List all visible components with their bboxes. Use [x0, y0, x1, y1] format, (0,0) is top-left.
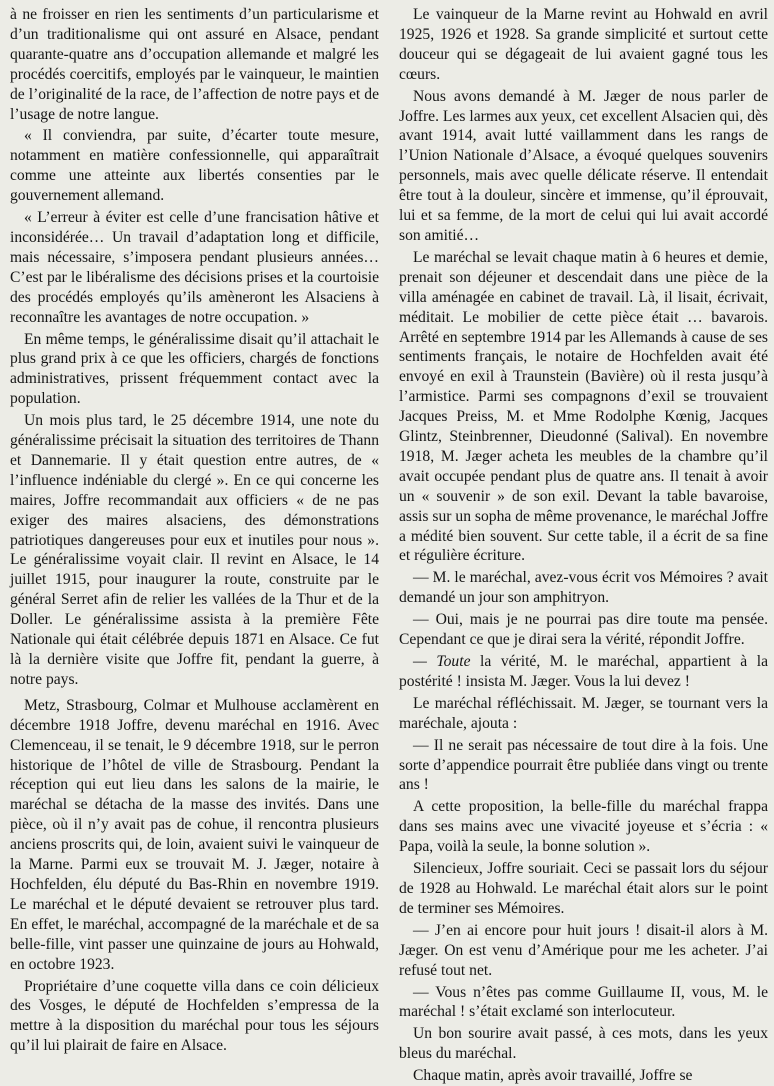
paragraph-text: la vérité, M. le maréchal, appartient à la postérité ! insista M. Jæger. Vous la lui devez ! [399, 653, 769, 690]
paragraph: Un bon sourire avait passé, à ces mots, dans les yeux bleus du maréchal. [399, 1025, 768, 1063]
paragraph: Un mois plus tard, le 25 décembre 1914, une note du généralissime précisait la situation des territoires de Thann et Dannemarie. Il y était question entre autres, de « l’influence indéniable du clergé ». En ce qui concerne les maires, Joffre recommandait aux officiers « de ne pas exiger des maires alsaciens, des démonstrations patriotiques dangereuses pour eux et inutiles pour nous ». Le généralissime voyait clair. Il revint en Alsace, le 14 juillet 1915, pour inaugurer la route, construite par le général Serret afin de relier les vallées de la Thur et de la Doller. Le généralissime assista à la première Fête Nationale qui était célébrée depuis 1871 en Alsace. Ce fut là la dernière visite que Joffre fit, pendant la guerre, à notre pays. [10, 412, 379, 688]
right-column [399, 5, 769, 1085]
paragraph: « L’erreur à éviter est celle d’une francisation hâtive et inconsidérée… Un travail d’adaptation long et difficile, mais nécessaire, s’imposera pendant plusieurs années… C’est par le libéralisme des décisions prises et la courtoisie des procédés employés qu’ils amèneront les Alsaciens à reconnaître les avantages de notre occupation. » [10, 209, 379, 326]
paragraph [399, 652, 768, 692]
paragraph: Nous avons demandé à M. Jæger de nous parler de Joffre. Les larmes aux yeux, cet excellent Alsacien qui, dès avant 1914, avait lutté vaillamment dans les rangs de l’Union Nationale d’Alsace, a évoqué quelques souvenirs personnels, mais avec quelle délicate réserve. Il entendait être tout à la douleur, sincère et immense, qu’il éprouvait, lui et sa femme, de la mort de celui qui lui avait accordé son amitié… [399, 87, 768, 244]
paragraph: Le vainqueur de la Marne revint au Hohwald en avril 1925, 1926 et 1928. Sa grande simplicité et surtout cette douceur qui se dégageait de lui avaient gagné tous les cœurs. [399, 6, 768, 83]
paragraph: Le maréchal réfléchissait. M. Jæger, se tournant vers la maréchale, ajouta : [399, 694, 768, 732]
paragraph: En même temps, le généralissime disait qu’il attachait le plus grand prix à ce que les officiers, chargés de fonctions administratives, prissent fréquemment contact avec la population. [10, 330, 379, 408]
italic-lead: — Toute [413, 653, 471, 670]
left-column [10, 5, 379, 1055]
paragraph: — Il ne serait pas nécessaire de tout dire à la fois. Une sorte d’appendice pourrait être publiée dans vingt ou trente ans ! [399, 736, 768, 794]
paragraph: « Il conviendra, par suite, d’écarter toute mesure, notamment en matière confessionnelle, qui apparaîtrait comme une atteinte aux libertés consenties par le gouvernement allemand. [10, 127, 379, 205]
paragraph: — J’en ai encore pour huit jours ! disait-il alors à M. Jæger. On est venu d’Amérique pour me les acheter. J’ai refusé tout net. [399, 921, 768, 979]
paragraph: Metz, Strasbourg, Colmar et Mulhouse acclamèrent en décembre 1918 Joffre, devenu maréchal en 1916. Avec Clemenceau, il se tenait, le 9 décembre 1918, sur le perron historique de l’hôtel de ville de Strasbourg. Pendant la réception qui eut lieu dans les salons de la mairie, le maréchal se détacha de la masse des invités. Dans une pièce, où il n’y avait pas de cohue, il rencontra plusieurs anciens proscrits qui, de loin, avaient suivi le vainqueur de la Marne. Parmi eux se trouvait M. J. Jæger, notaire à Hochfelden, élu député du Bas-Rhin en novembre 1919. Le maréchal et le député devaient se retrouver plus tard. En effet, le maréchal, accompagné de la maréchale et de sa belle-fille, vint passer une quinzaine de jours au Hohwald, en octobre 1923. [10, 696, 379, 973]
paragraph: — Oui, mais je ne pourrai pas dire toute ma pensée. Cependant ce que je dirai sera la vérité, répondit Joffre. [399, 611, 768, 649]
paragraph: Le maréchal se levait chaque matin à 6 heures et demie, prenait son déjeuner et descendait dans une pièce de la villa aménagée en cabinet de travail. Là, il lisait, écrivait, méditait. Le mobilier de cette pièce était … bavarois. Arrêté en septembre 1914 par les Allemands à cause de ses sentiments français, le notaire de Hochfelden avait été envoyé en exil à Traunstein (Bavière) où il resta jusqu’à l’armistice. Parmi ses compagnons d’exil se trouvaient Jacques Preiss, M. et Mme Rodolphe Kœnig, Jacques Glintz, Steinbrenner, Dieudonné (Salival). En novembre 1918, M. Jæger acheta les meubles de la chambre qu’il avait occupée pendant plus de quatre ans. Il tenait à avoir un « souvenir » de son exil. Devant la table bavaroise, assis sur un sopha de même provenance, le maréchal Joffre a médité bien souvent. Sur cette table, il a écrit de sa fine et régulière écriture. [399, 248, 768, 565]
paragraph: Propriétaire d’une coquette villa dans ce coin délicieux des Vosges, le député de Hochfelden s’empressa de la mettre à la disposition du maréchal pour tous les séjours qu’il lui plairait de faire en Alsace. [10, 977, 379, 1055]
paragraph: Silencieux, Joffre souriait. Ceci se passait lors du séjour de 1928 au Hohwald. Le maréchal était alors sur le point de terminer ses Mémoires. [399, 860, 768, 917]
paragraph: — M. le maréchal, avez-vous écrit vos Mémoires ? avait demandé un jour son amphitryon. [399, 569, 768, 607]
paragraph: — Vous n’êtes pas comme Guillaume II, vous, M. le maréchal ! s’était exclamé son interlocuteur. [399, 983, 768, 1021]
paragraph: Chaque matin, après avoir travaillé, Joffre se [413, 1067, 693, 1085]
paragraph: à ne froisser en rien les sentiments d’un particularisme et d’un traditionalisme qui ont assuré en Alsace, pendant quarante-quatre ans d’occupation allemande et malgré les procédés coercitifs, employés par le vainqueur, le maintien de l’originalité de la race, de l’affection de notre pays et de l’usage de notre langue. [10, 6, 379, 123]
paragraph: A cette proposition, la belle-fille du maréchal frappa dans ses mains avec une vivacité joyeuse et s’écria : « Papa, voilà la seule, la bonne solution ». [399, 798, 768, 856]
